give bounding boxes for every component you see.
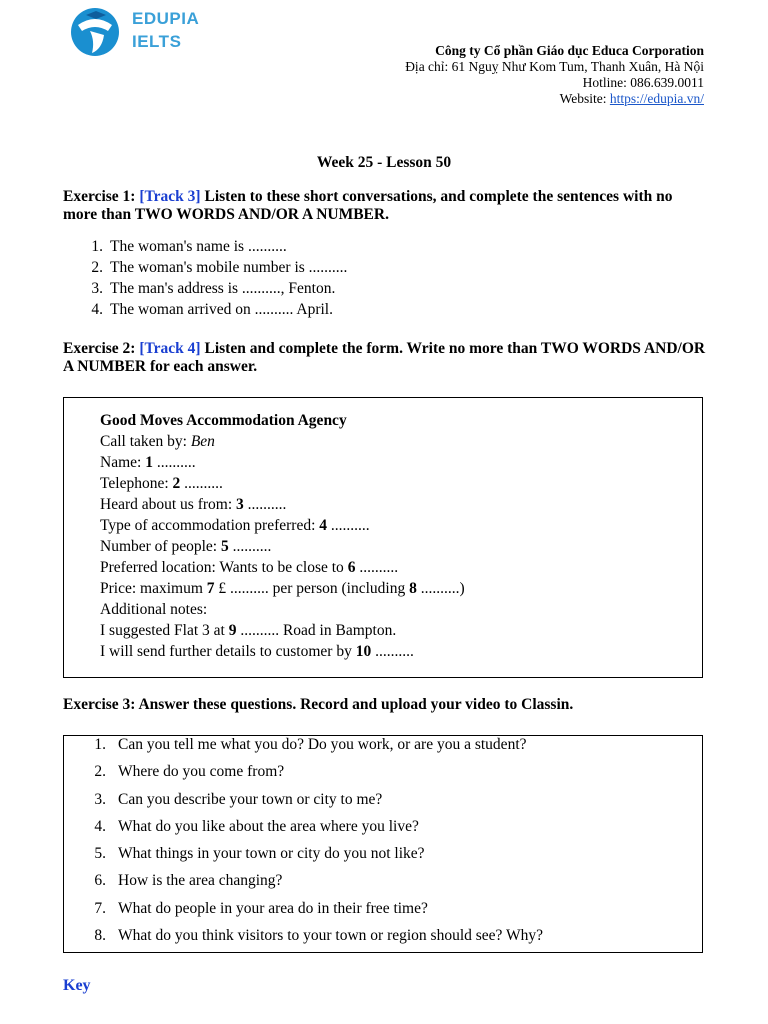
company-name: Công ty Cổ phần Giáo dục Educa Corporation xyxy=(435,43,704,58)
edupia-logo-icon xyxy=(68,5,122,57)
question-text: How is the area changing? xyxy=(118,872,283,890)
form-line-flat xyxy=(100,620,702,641)
question-text: Can you tell me what you do? Do you work, or are you a student? xyxy=(118,736,527,753)
list-item xyxy=(64,845,702,872)
list-item xyxy=(64,927,702,954)
item-number: 3. xyxy=(91,280,103,297)
form-line-label: Type of accommodation preferred: xyxy=(100,517,320,534)
exercise-1-list xyxy=(63,236,347,320)
key-heading: Key xyxy=(63,977,91,994)
form-line-label: Number of people: xyxy=(100,538,221,555)
question-text: Can you describe your town or city to me? xyxy=(118,790,383,808)
blank-dots: .......... xyxy=(327,517,370,534)
exercise-1-prefix: Exercise 1: xyxy=(63,188,140,205)
item-text: The man's address is .........., Fenton. xyxy=(110,280,336,297)
logo-text-edupia: EDUPIA xyxy=(132,9,200,28)
call-taken-label: Call taken by: xyxy=(100,433,191,450)
blank-dots: .......... xyxy=(228,538,272,555)
blank-number: 5 xyxy=(220,538,229,555)
list-item xyxy=(63,257,347,278)
list-item xyxy=(64,736,702,763)
lesson-title: Week 25 - Lesson 50 xyxy=(316,154,452,171)
question-text: What do you think visitors to your town or region should see? Why? xyxy=(118,927,544,945)
form-line-label: Heard about us from: xyxy=(100,496,237,513)
question-number: 2. xyxy=(94,763,106,781)
form-line xyxy=(100,494,702,515)
blank-number: 7 xyxy=(206,580,215,597)
question-number: 4. xyxy=(94,817,106,835)
exercise-2-prefix: Exercise 2: xyxy=(63,340,140,357)
question-text: What things in your town or city do you not like? xyxy=(118,845,425,863)
item-text: The woman arrived on .......... April. xyxy=(110,301,333,318)
list-item xyxy=(64,763,702,790)
list-item xyxy=(63,236,347,257)
form-line-label: Preferred location: Wants to be close to xyxy=(100,559,348,576)
call-taken-value: Ben xyxy=(190,433,215,450)
question-text: What do you like about the area where you live? xyxy=(118,817,419,835)
blank-dots: .......... xyxy=(243,496,287,513)
item-text: The woman's mobile number is .......... xyxy=(110,259,348,276)
form-line xyxy=(100,452,702,473)
form-line xyxy=(100,557,702,578)
send-label: I will send further details to customer by xyxy=(100,643,356,660)
form-line xyxy=(100,536,702,557)
edupia-ielts-logo xyxy=(68,5,218,57)
exercise-2-instruction: Listen and complete the form. Write no more than TWO WORDS AND/OR A NUMBER for each answer. xyxy=(63,340,706,375)
item-number: 4. xyxy=(91,301,103,318)
blank-number: 9 xyxy=(228,622,237,639)
blank-number: 6 xyxy=(347,559,356,576)
flat-after: .......... Road in Bampton. xyxy=(236,622,397,639)
flat-label: I suggested Flat 3 at xyxy=(100,622,229,639)
item-number: 2. xyxy=(91,259,103,276)
blank-number: 4 xyxy=(319,517,328,534)
item-number: 1. xyxy=(91,238,103,255)
blank-number: 3 xyxy=(236,496,244,513)
form-line-notes: Additional notes: xyxy=(100,601,208,618)
exercise-2-track[interactable]: [Track 4] xyxy=(139,340,201,357)
form-line-label: Name: xyxy=(100,454,146,471)
question-number: 7. xyxy=(94,899,106,917)
list-item xyxy=(63,299,347,320)
website-label: Website: xyxy=(559,91,610,106)
question-number: 5. xyxy=(94,845,106,863)
exercise-1-instruction: Listen to these short conversations, and complete the sentences with no more than TWO WORDS AND/OR A NUMBER. xyxy=(63,188,673,223)
blank-dots: .......... xyxy=(355,559,399,576)
exercise-3-heading: Exercise 3: Answer these questions. Record and upload your video to Classin. xyxy=(63,696,574,713)
blank-dots: .......... xyxy=(152,454,196,471)
question-number: 6. xyxy=(94,872,106,890)
question-number: 3. xyxy=(94,790,106,808)
form-line-send xyxy=(100,641,702,662)
price-label: Price: maximum xyxy=(100,580,207,597)
website-link[interactable]: https://edupia.vn/ xyxy=(609,91,704,106)
form-line-price xyxy=(100,578,702,599)
blank-number: 10 xyxy=(355,643,372,660)
list-item xyxy=(64,872,702,899)
questions-list xyxy=(64,736,702,954)
exercise-1-heading xyxy=(63,188,708,224)
company-hotline: Hotline: 086.639.0011 xyxy=(582,75,704,90)
item-text: The woman's name is .......... xyxy=(110,238,287,255)
exercise-2-heading xyxy=(63,340,708,376)
question-number: 1. xyxy=(94,736,106,753)
logo-text-ielts: IELTS xyxy=(132,32,182,51)
company-website xyxy=(405,91,704,107)
form-title: Good Moves Accommodation Agency xyxy=(100,412,347,429)
form-line-label: Telephone: xyxy=(100,475,173,492)
blank-number: 1 xyxy=(145,454,153,471)
company-address: Địa chỉ: 61 Nguỵ Như Kom Tum, Thanh Xuân, Hà Nội xyxy=(405,59,704,74)
accommodation-form-box xyxy=(63,397,703,678)
form-line-call-taken xyxy=(100,431,702,452)
question-number: 8. xyxy=(94,927,106,945)
list-item xyxy=(64,818,702,845)
question-text: Where do you come from? xyxy=(118,763,285,781)
form-line xyxy=(100,473,702,494)
list-item xyxy=(64,791,702,818)
blank-number: 2 xyxy=(172,475,181,492)
price-middle: £ .......... per person (including xyxy=(214,580,410,597)
blank-dots: .......... xyxy=(371,643,414,660)
question-text: What do people in your area do in their free time? xyxy=(118,899,428,917)
form-line xyxy=(100,515,702,536)
questions-box xyxy=(63,735,703,953)
exercise-1-track[interactable]: [Track 3] xyxy=(139,188,201,205)
list-item xyxy=(64,900,702,927)
blank-dots: .......... xyxy=(180,475,223,492)
list-item xyxy=(63,278,347,299)
blank-number: 8 xyxy=(409,580,417,597)
blank-dots: ..........) xyxy=(416,580,465,597)
company-info xyxy=(405,43,704,107)
